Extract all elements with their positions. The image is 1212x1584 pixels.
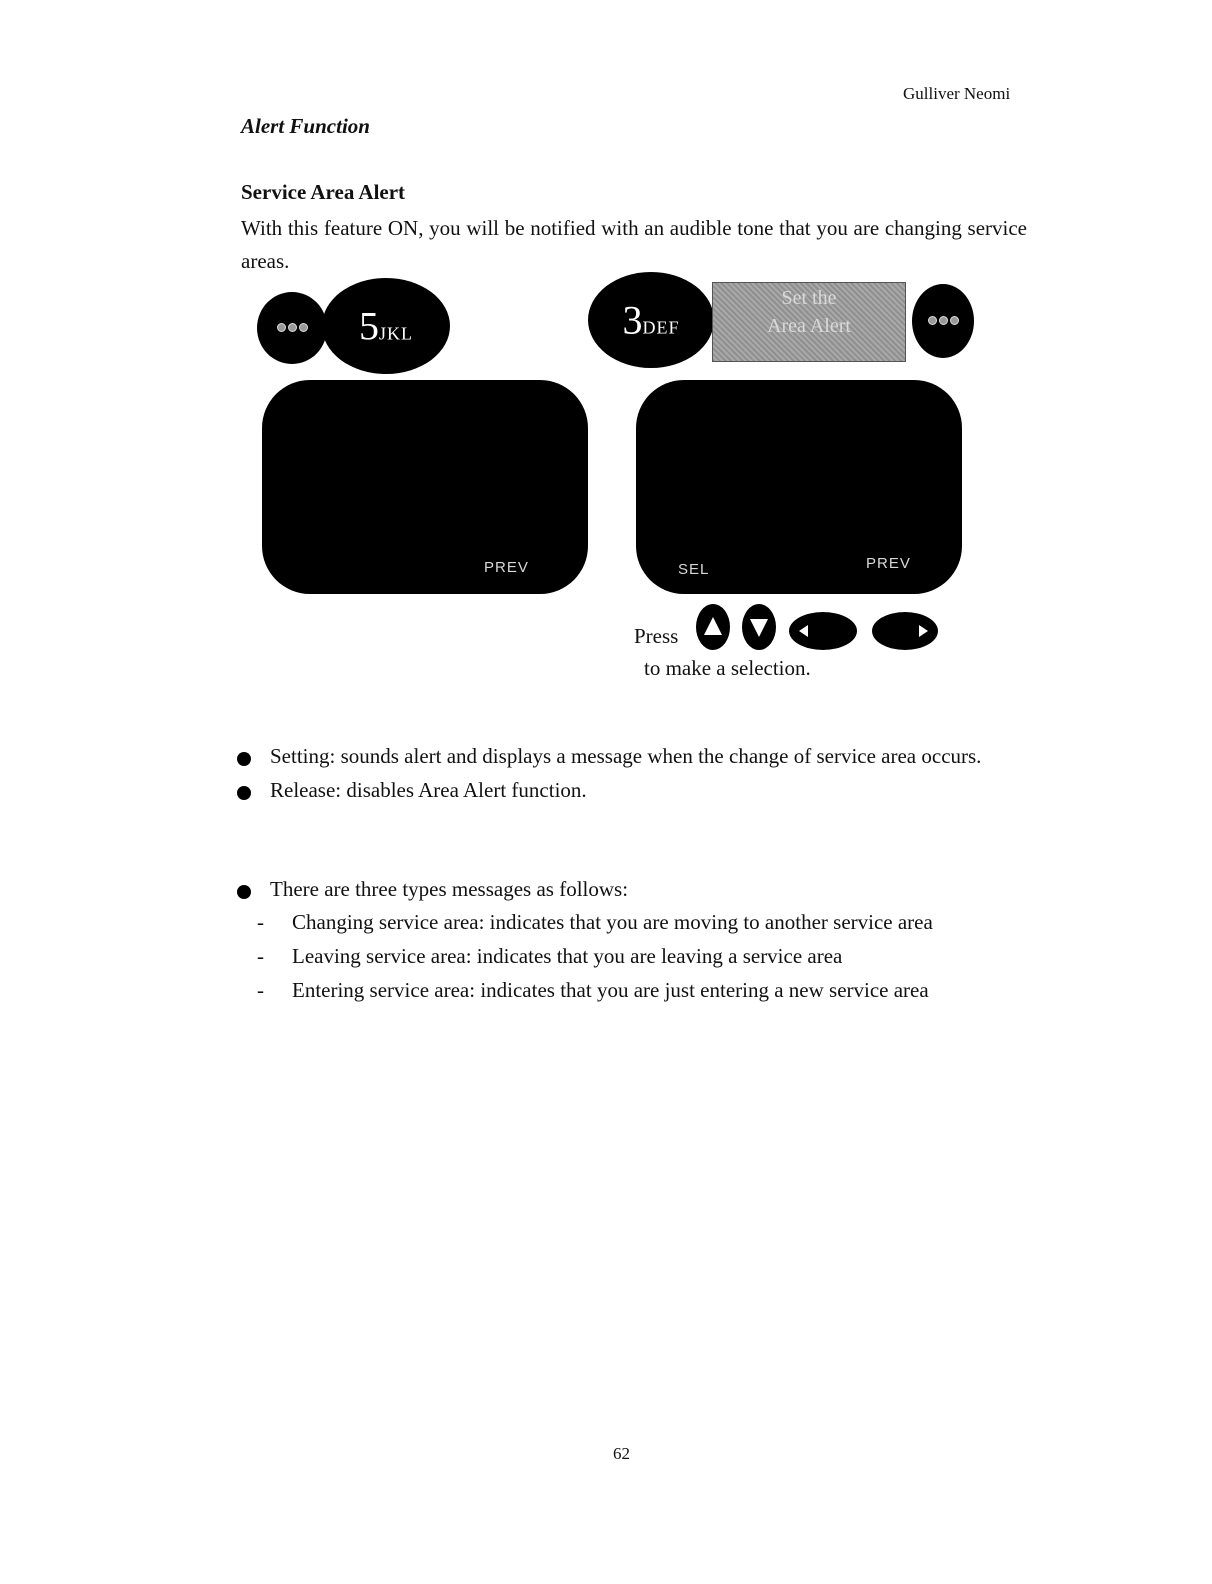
menu-popup xyxy=(712,282,906,362)
key-letters: DEF xyxy=(642,317,680,338)
softkey-right-label: PREV xyxy=(484,559,529,576)
menu-key-left xyxy=(257,292,327,364)
intro-paragraph: With this feature ON, you will be notified with an audible tone that you are changing service areas. xyxy=(241,216,1027,273)
right-arrow-icon xyxy=(872,612,938,650)
menu-dots-icon xyxy=(257,319,327,337)
phone-screen-left xyxy=(262,380,588,594)
softkey-right-label: PREV xyxy=(866,555,911,572)
section-title: Alert Function xyxy=(241,114,370,138)
phone-screen-right xyxy=(636,380,962,594)
bullet-icon xyxy=(237,786,251,800)
number-key-3 xyxy=(588,272,714,368)
press-hint: to make a selection. xyxy=(644,656,811,680)
left-arrow-icon xyxy=(789,612,857,650)
down-arrow-icon xyxy=(742,604,776,650)
message-type-item: Changing service area: indicates that you are moving to another service area xyxy=(292,910,933,934)
bullet-text: There are three types messages as follows: xyxy=(270,877,629,901)
dash-marker: - xyxy=(257,978,264,1002)
key-letters: JKL xyxy=(379,323,413,344)
header-author: Gulliver Neomi xyxy=(903,84,1011,103)
popup-line-2: Area Alert xyxy=(767,315,851,337)
key-digit: 5 xyxy=(359,303,379,349)
menu-dots-icon xyxy=(912,312,974,330)
subsection-title: Service Area Alert xyxy=(241,180,406,204)
bullet-icon xyxy=(237,885,251,899)
popup-line-1: Set the xyxy=(781,287,837,309)
bullet-text: Release: disables Area Alert function. xyxy=(270,778,587,802)
up-arrow-icon xyxy=(696,604,730,650)
message-type-item: Entering service area: indicates that you are just entering a new service area xyxy=(292,978,929,1002)
dash-marker: - xyxy=(257,944,264,968)
bullet-icon xyxy=(237,752,251,766)
bullet-text: Setting: sounds alert and displays a message when the change of service area occurs. xyxy=(270,744,982,768)
page-number: 62 xyxy=(613,1444,630,1463)
dash-marker: - xyxy=(257,910,264,934)
number-key-5 xyxy=(322,278,450,374)
menu-key-right xyxy=(912,284,974,358)
softkey-left-label: SEL xyxy=(678,561,710,578)
key-digit: 3 xyxy=(622,297,643,343)
press-label: Press xyxy=(634,624,679,648)
message-type-item: Leaving service area: indicates that you are leaving a service area xyxy=(292,944,843,968)
